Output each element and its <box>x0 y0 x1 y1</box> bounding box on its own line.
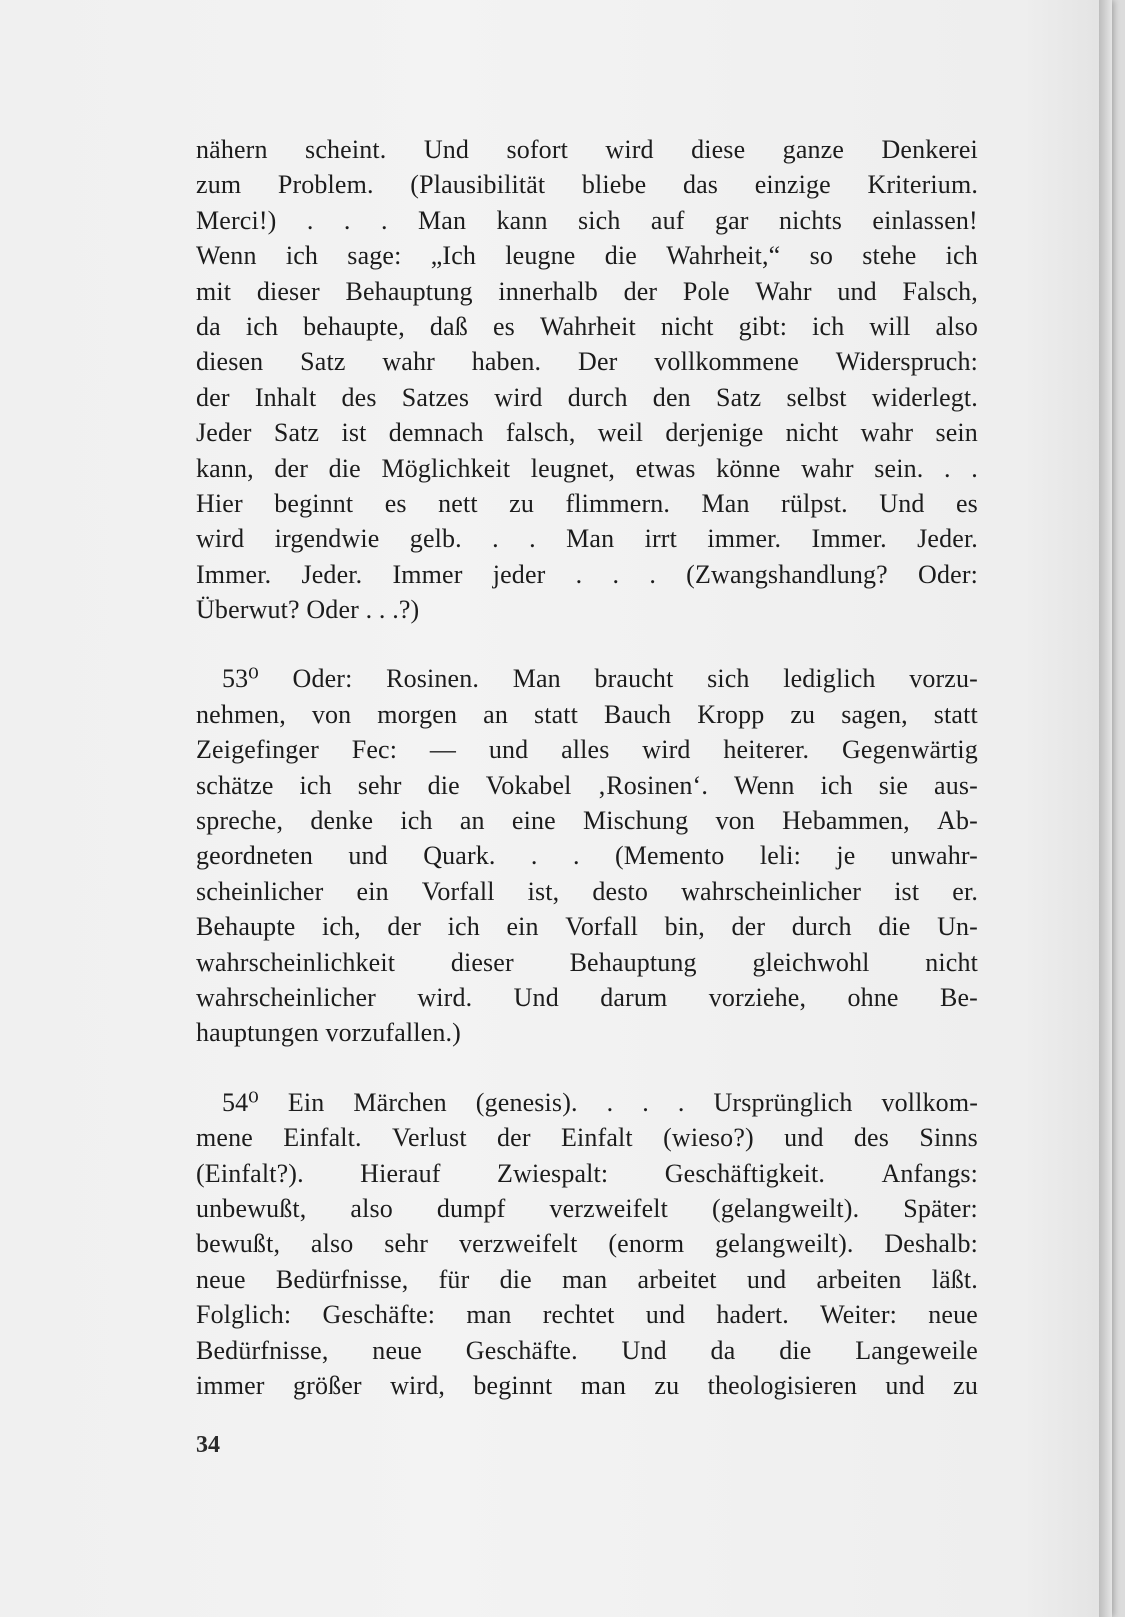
text-line: Behaupte ich, der ich ein Vorfall bin, der durch die Un- <box>196 912 978 942</box>
paragraph-spacer <box>196 627 978 661</box>
paragraph-2 <box>196 661 978 1050</box>
text-line: geordneten und Quark. . . (Memento leli: je unwahr- <box>196 841 978 871</box>
text-line: scheinlicher ein Vorfall ist, desto wahrscheinlicher ist er. <box>196 876 978 906</box>
text-line: Wenn ich sage: „Ich leugne die Wahrheit,“ so stehe ich <box>196 241 978 271</box>
text-line: wahrscheinlichkeit dieser Behauptung gleichwohl nicht <box>196 947 978 977</box>
text-line: 53⁰ Oder: Rosinen. Man braucht sich lediglich vorzu- <box>222 664 978 694</box>
page-edge-shadow <box>1099 0 1112 1617</box>
text-line: mit dieser Behauptung innerhalb der Pole Wahr und Falsch, <box>196 276 978 306</box>
text-line: wahrscheinlicher wird. Und darum vorziehe, ohne Be- <box>196 982 978 1012</box>
paragraph-spacer <box>196 1051 978 1085</box>
text-line: Bedürfnisse, neue Geschäfte. Und da die Langeweile <box>196 1335 978 1365</box>
text-line: Zeigefinger Fec: — und alles wird heiterer. Gegenwärtig <box>196 735 978 765</box>
text-line: Folglich: Geschäfte: man rechtet und hadert. Weiter: neue <box>196 1300 978 1330</box>
text-line: mene Einfalt. Verlust der Einfalt (wieso?) und des Sinns <box>196 1123 978 1153</box>
text-line: spreche, denke ich an eine Mischung von Hebammen, Ab- <box>196 806 978 836</box>
text-line: hauptungen vorzufallen.) <box>196 1018 461 1048</box>
text-line: Überwut? Oder . . .?) <box>196 595 420 625</box>
text-line: der Inhalt des Satzes wird durch den Satz selbst widerlegt. <box>196 382 978 412</box>
text-line: 54⁰ Ein Märchen (genesis). . . . Ursprünglich vollkom- <box>222 1087 978 1117</box>
text-line: Merci!) . . . Man kann sich auf gar nichts einlassen! <box>196 205 978 235</box>
paragraph-1 <box>196 132 978 627</box>
text-line: kann, der die Möglichkeit leugnet, etwas könne wahr sein. . . <box>196 453 978 483</box>
text-line: immer größer wird, beginnt man zu theologisieren und zu <box>196 1370 978 1400</box>
text-line: Jeder Satz ist demnach falsch, weil derjenige nicht wahr sein <box>196 418 978 448</box>
text-line: wird irgendwie gelb. . . Man irrt immer. Immer. Jeder. <box>196 524 978 554</box>
text-line: neue Bedürfnisse, für die man arbeitet und arbeiten läßt. <box>196 1264 978 1294</box>
text-line: zum Problem. (Plausibilität bliebe das einzige Kriterium. <box>196 170 978 200</box>
text-line: schätze ich sehr die Vokabel ‚Rosinen‘. Wenn ich sie aus- <box>196 770 978 800</box>
text-line: nehmen, von morgen an statt Bauch Kropp zu sagen, statt <box>196 699 978 729</box>
text-line: Immer. Jeder. Immer jeder . . . (Zwangshandlung? Oder: <box>196 559 978 589</box>
text-line: da ich behaupte, daß es Wahrheit nicht gibt: ich will also <box>196 311 978 341</box>
text-line: Hier beginnt es nett zu flimmern. Man rülpst. Und es <box>196 488 978 518</box>
page-number: 34 <box>196 1432 220 1458</box>
text-line: unbewußt, also dumpf verzweifelt (gelangweilt). Später: <box>196 1193 978 1223</box>
page-text <box>196 132 978 1403</box>
text-line: bewußt, also sehr verzweifelt (enorm gelangweilt). Deshalb: <box>196 1229 978 1259</box>
text-line: nähern scheint. Und sofort wird diese ganze Denkerei <box>196 135 978 164</box>
text-line: (Einfalt?). Hierauf Zwiespalt: Geschäftigkeit. Anfangs: <box>196 1158 978 1188</box>
paragraph-3 <box>196 1085 978 1404</box>
text-line: diesen Satz wahr haben. Der vollkommene Widerspruch: <box>196 347 978 377</box>
